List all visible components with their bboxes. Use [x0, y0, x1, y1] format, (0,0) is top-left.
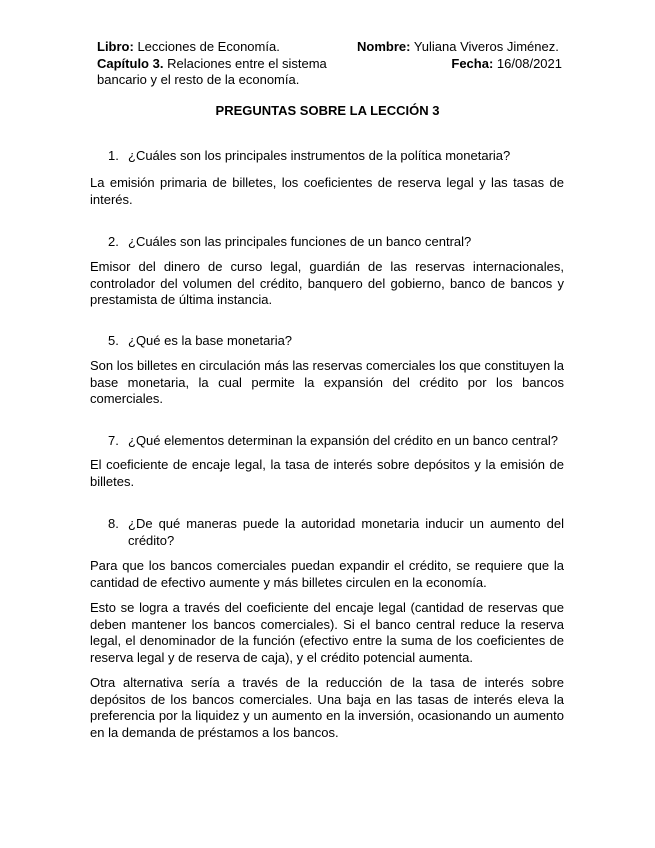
nombre-value: Yuliana Viveros Jiménez. — [413, 39, 559, 54]
fecha-line — [357, 56, 562, 73]
answer-paragraph: La emisión primaria de billetes, los coeficientes de reserva legal y las tasas de interés. — [90, 175, 564, 207]
question-text: ¿Cuáles son los principales instrumentos de la política monetaria? — [128, 148, 511, 163]
question-text: ¿Qué elementos determinan la expansión del crédito en un banco central? — [128, 433, 558, 448]
question-number: 7. — [108, 433, 119, 448]
question-number: 8. — [108, 516, 119, 531]
libro-line — [97, 39, 347, 56]
libro-label: Libro: — [97, 39, 134, 54]
question-item — [90, 333, 564, 350]
question-text: ¿De qué maneras puede la autoridad monetaria inducir un aumento del crédito? — [128, 516, 564, 548]
fecha-label: Fecha: — [451, 55, 494, 71]
question-text: ¿Cuáles son las principales funciones de un banco central? — [128, 234, 472, 249]
answer-paragraph: Para que los bancos comerciales puedan expandir el crédito, se requiere que la cantidad de efectivo aumente y más billetes circulen en la economía. — [90, 558, 564, 590]
question-number: 2. — [108, 234, 119, 249]
page-title: PREGUNTAS SOBRE LA LECCIÓN 3 — [215, 103, 440, 118]
answer-paragraph: Esto se logra a través del coeficiente del encaje legal (cantidad de reservas que deben mantener los bancos comerciales). Si el banco central reduce la reserva legal, el denominador de la función (efectivo entre la suma de los coeficientes de reserva legal y de reserva de caja), y el crédito potencial aumenta. — [90, 600, 564, 665]
fecha-value: 16/08/2021 — [496, 55, 562, 71]
capitulo-label: Capítulo 3. — [97, 55, 164, 71]
question-item — [90, 433, 564, 450]
answer-paragraph: El coeficiente de encaje legal, la tasa de interés sobre depósitos y la emisión de billetes. — [90, 457, 564, 489]
nombre-line — [357, 39, 562, 56]
header-left — [97, 39, 347, 89]
answer-paragraph: Son los billetes en circulación más las reservas comerciales los que constituyen la base monetaria, la cual permite la expansión del crédito por los bancos comerciales. — [90, 358, 564, 406]
question-item — [90, 148, 564, 165]
question-text: ¿Qué es la base monetaria? — [128, 333, 293, 348]
question-item — [90, 516, 564, 549]
capitulo-value: Relaciones entre el sistema bancario y el resto de la economía. — [97, 55, 327, 87]
header-right — [357, 39, 562, 72]
question-item — [90, 234, 564, 251]
question-number: 1. — [108, 148, 119, 163]
answer-paragraph: Emisor del dinero de curso legal, guardián de las reservas internacionales, controlador del volumen del crédito, banquero del gobierno, banco de bancos y prestamista de última instancia. — [90, 259, 564, 307]
libro-value: Lecciones de Economía. — [137, 39, 280, 54]
capitulo-line — [97, 56, 347, 89]
answer-paragraph: Otra alternativa sería a través de la reducción de la tasa de interés sobre depósitos de los bancos comerciales. Una baja en las tasas de interés eleva la preferencia por la liquidez y un aumento en la inversión, ocasionando un aumento en la demanda de préstamos a los bancos. — [90, 675, 564, 740]
nombre-label: Nombre: — [357, 39, 411, 54]
question-number: 5. — [108, 333, 119, 348]
